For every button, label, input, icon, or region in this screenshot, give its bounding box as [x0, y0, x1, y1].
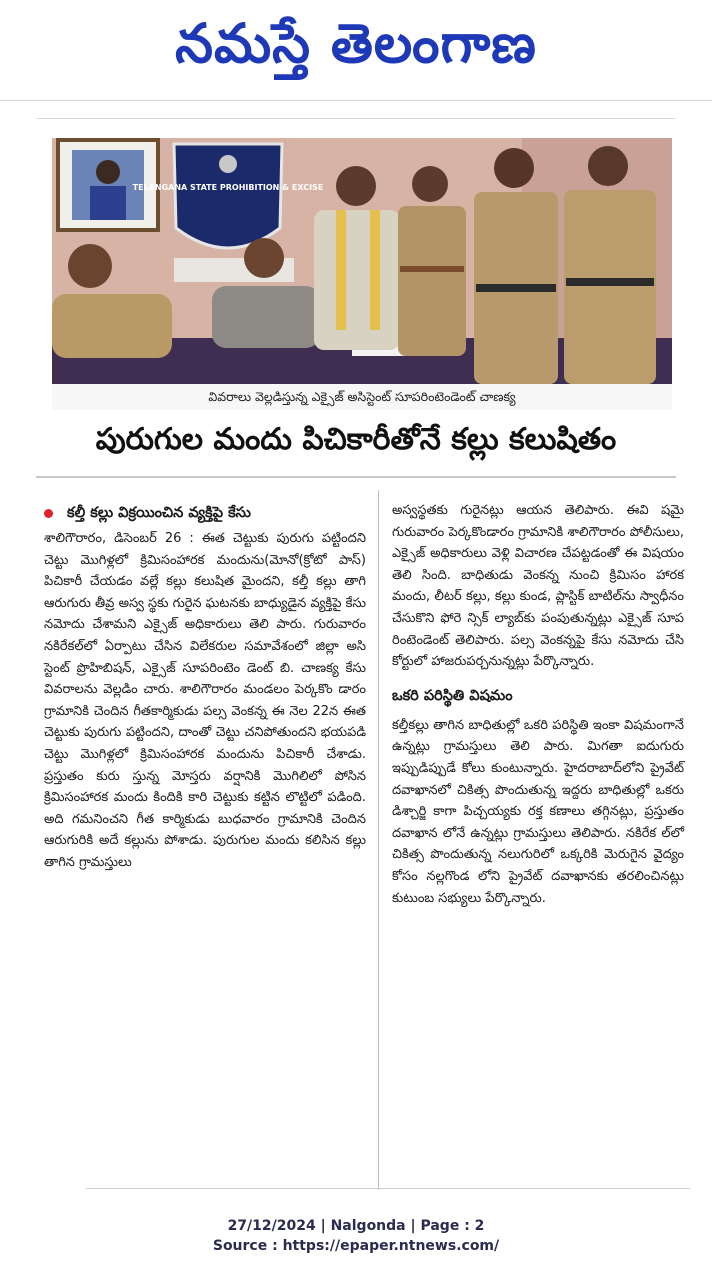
article-left-column — [44, 500, 366, 874]
right-body-text-1: అస్వస్థతకు గురైనట్లు ఆయన తెలిపారు. ఈవి షమై గురువారం పెర్కకొండారం గ్రామానికి శాలిగౌరారం పోలీసులు, ఎక్సైజ్ అధికారులు వెళ్లి విచారణ చేపట్టడంతో ఈ విషయం తెలి సింది. బాధితుడు వెంకన్న నుంచి క్రిమిసం హారక మందు, లీటర్ కల్లు, కల్లు కుండ, ప్లాస్టిక్ బాటిల్‌ను స్వాధీనం చేసుకొని ఫోరె న్సిక్ ల్యాబ్‌కు పంపుతున్నట్లు ఎక్సైజ్ సూప రింటెండెంట్ తెలిపారు. పల్స వెంకన్నపై కేసు నమోదు చేసి కోర్టులో హాజరుపర్చనున్నట్లు పేర్కొన్నారు. — [392, 503, 684, 670]
subheading-2: ఒకరి పరిస్థితి విషమం — [392, 687, 513, 704]
left-body-text: శాలిగౌరారం, డిసెంబర్ 26 : ఈత చెట్టుకు పురుగు పట్టిందని చెట్టు మొగిళ్లలో క్రిమిసంహారక మందును(మోనో(క్రోటో పాస్) పిచికారీ చేయడం వల్లే కల్లు కలుషిత మైందని, కల్తీ కల్లు తాగి ఆరుగురు తీవ్ర అస్వ స్థకు గురైన ఘటనకు బాధ్యుడైన వ్యక్తిపై కేసు నమోదు చేశామని ఎక్సైజ్ అధికారులు తెలి పారు. గురువారం నకిరేకల్‌లో ఏర్పాటు చేసిన విలేకరుల సమావేశంలో జిల్లా అసి స్టెంట్ ప్రొహిబిషన్, ఎక్సైజ్ సూపరింటెం డెంట్ బి. చాణక్య కేసు వివరాలను వెల్లడిం చారు. శాలిగౌరారం మండలం పెర్కకొం డారం గ్రామానికి చెందిన గీతకార్మికుడు పల్స వెంకన్న ఈ నెల 22న ఈత చెట్టుకు పురుగు పట్టిందని, దాంతో చెట్టు చనిపోతుందని భయపడి చెట్టు మొగిళ్లలో క్రిమిసంహారక మందును పిచికారీ చేశాడు. ప్రస్తుతం కురు స్తున్న మోస్తరు వర్షానికి మొగిలిలో పోసిన క్రిమిసంహారక మందు కిందికి కారి చెట్టుకు కట్టిన లొట్టిలో పడింది. అది గమనించని గీత కార్మికుడు బుధవారం గ్రామానికి చెందిన ఆరుగురికి అదే కల్లును పోశాడు. పురుగుల మందు కలిసిన కల్లు తాగిన గ్రామస్తులు — [44, 531, 366, 870]
subheading-1-text: కల్తీ కల్లు విక్రయించిన వ్యక్తిపై కేసు — [67, 505, 251, 521]
column-divider — [378, 490, 379, 1190]
masthead-divider — [0, 100, 712, 101]
right-body-text-2: కల్తీకల్లు తాగిన బాధితుల్లో ఒకరి పరిస్థితి ఇంకా విషమంగానే ఉన్నట్లు గ్రామస్తులు తెలి పారు. మిగతా ఐదుగురు ఇప్పుడిప్పుడే కోలు కుంటున్నారు. హైదరాబాద్‌లోని ప్రైవేట్ దవాఖానలో చికిత్స పొందుతున్న ఇద్దరు బాధితుల్లో ఒకరు డిశ్చార్జి కాగా పిచ్చయ్యకు రక్త కణాలు తగ్గినట్లు, ప్రస్తుతం దవాఖాన లోనే ఉన్నట్లు గ్రామస్తులు తెలిపారు. నకిరేక ల్‌లో చికిత్స పొందుతున్న నలుగురిలో ఒక్కరికి మెరుగైన వైద్యం కోసం నల్లగొండ లోని ప్రైవేట్ దవాఖానకు తరలించినట్లు కుటుంబ సభ్యులు పేర్కొన్నారు. — [392, 717, 684, 906]
article-right-column — [392, 500, 684, 909]
headline-divider — [36, 476, 676, 478]
footer-divider — [86, 1188, 690, 1189]
news-photo — [52, 138, 672, 384]
newspaper-logo-title: నమస్తే తెలంగాణ — [175, 12, 537, 75]
masthead — [0, 0, 712, 92]
page-footer — [0, 1216, 712, 1256]
excise-sign-text: TELANGANA STATE PROHIBITION & EXCISE — [132, 183, 324, 192]
article-headline: పురుగుల మందు పిచికారీతోనే కల్లు కలుషితం — [95, 422, 617, 457]
red-bullet-icon — [44, 509, 53, 518]
top-divider — [36, 118, 676, 119]
footer-source-link[interactable]: Source : https://epaper.ntnews.com/ — [212, 1238, 500, 1254]
photo-caption: వివరాలు వెల్లడిస్తున్న ఎక్సైజ్ అసిస్టెంట్ సూపరింటెండెంట్ చాణక్య — [52, 384, 672, 410]
subheading-1 — [44, 500, 366, 526]
footer-date-edition: 27/12/2024 | Nalgonda | Page : 2 — [227, 1218, 485, 1234]
